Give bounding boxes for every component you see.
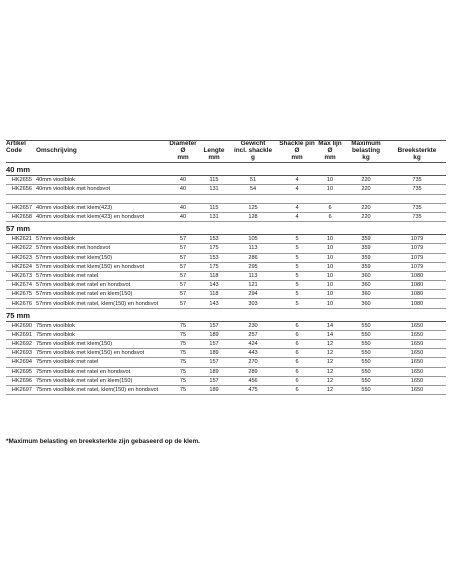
cell-code: HK2658: [6, 212, 36, 221]
cell-weight: 475: [228, 385, 278, 394]
cell-breaking-strength: 1650: [388, 321, 446, 330]
unit-shackle: mm: [278, 154, 316, 163]
cell-description: 40mm vioolblok met klem(423) en hondsvot: [36, 212, 166, 221]
cell-breaking-strength: 735: [388, 203, 446, 212]
cell-max-load: 360: [344, 271, 388, 280]
cell-weight: 128: [228, 212, 278, 221]
table-row: [6, 203, 446, 212]
cell-length: 131: [200, 185, 228, 194]
cell-description: 75mm vioolblok: [36, 330, 166, 339]
cell-max-line: 12: [316, 367, 344, 376]
table-row: [6, 349, 446, 358]
cell-code: HK2696: [6, 376, 36, 385]
section-header: [6, 308, 446, 321]
cell-diameter: 75: [166, 349, 200, 358]
section-title: 57 mm: [6, 222, 446, 235]
cell-breaking-strength: 1080: [388, 299, 446, 308]
cell-breaking-strength: 735: [388, 185, 446, 194]
cell-code: HK2690: [6, 321, 36, 330]
header-max-load: Maximum belasting: [351, 141, 381, 154]
header-code: Artikel Code: [6, 141, 26, 154]
cell-weight: 270: [228, 358, 278, 367]
cell-weight: 303: [228, 299, 278, 308]
cell-shackle-pin: 6: [278, 349, 316, 358]
cell-weight: 295: [228, 262, 278, 271]
cell-shackle-pin: 4: [278, 176, 316, 185]
cell-max-line: 12: [316, 376, 344, 385]
cell-breaking-strength: 1650: [388, 358, 446, 367]
cell-weight: 105: [228, 235, 278, 244]
cell-description: 57mm vioolblok met ratel en klem(150): [36, 290, 166, 299]
header-breaking-strength: Breeksterkte: [397, 146, 437, 154]
table-row: [6, 212, 446, 221]
cell-code: HK2676: [6, 299, 36, 308]
cell-max-line: 10: [316, 271, 344, 280]
cell-weight: 289: [228, 367, 278, 376]
cell-max-line: 10: [316, 290, 344, 299]
cell-breaking-strength: 1079: [388, 262, 446, 271]
cell-diameter: 57: [166, 262, 200, 271]
cell-shackle-pin: 6: [278, 358, 316, 367]
cell-description: [36, 194, 166, 203]
cell-shackle-pin: 5: [278, 244, 316, 253]
cell-length: 157: [200, 340, 228, 349]
cell-weight: 51: [228, 176, 278, 185]
cell-breaking-strength: 1079: [388, 244, 446, 253]
cell-length: 153: [200, 235, 228, 244]
cell-code: HK2623: [6, 253, 36, 262]
cell-max-line: 10: [316, 299, 344, 308]
unit-max-line: mm: [316, 154, 344, 163]
cell-shackle-pin: 6: [278, 321, 316, 330]
cell-description: 75mm vioolblok met ratel, klem(150) en hondsvot: [36, 385, 166, 394]
table-row: [6, 185, 446, 194]
cell-diameter: 57: [166, 299, 200, 308]
cell-length: 118: [200, 271, 228, 280]
cell-weight: 257: [228, 330, 278, 339]
cell-code: HK2694: [6, 358, 36, 367]
cell-max-load: 359: [344, 253, 388, 262]
cell-max-load: 220: [344, 203, 388, 212]
cell-max-load: 550: [344, 367, 388, 376]
table-row: [6, 321, 446, 330]
cell-breaking-strength: 1650: [388, 340, 446, 349]
cell-max-line: 6: [316, 212, 344, 221]
cell-diameter: 75: [166, 330, 200, 339]
table-row: [6, 235, 446, 244]
cell-shackle-pin: 6: [278, 330, 316, 339]
cell-description: 75mm vioolblok met klem(150) en hondsvot: [36, 349, 166, 358]
cell-diameter: 57: [166, 235, 200, 244]
cell-max-line: 10: [316, 262, 344, 271]
cell-breaking-strength: 1080: [388, 290, 446, 299]
table-row: [6, 340, 446, 349]
table-row: [6, 385, 446, 394]
cell-max-load: 360: [344, 290, 388, 299]
table-row: [6, 253, 446, 262]
cell-shackle-pin: 4: [278, 212, 316, 221]
cell-length: 131: [200, 212, 228, 221]
cell-weight: [228, 194, 278, 203]
cell-shackle-pin: 5: [278, 271, 316, 280]
cell-description: 57mm vioolblok: [36, 235, 166, 244]
cell-shackle-pin: 4: [278, 185, 316, 194]
header-description: Omschrijving: [36, 146, 77, 154]
cell-max-load: 360: [344, 299, 388, 308]
cell-length: 153: [200, 253, 228, 262]
cell-length: 189: [200, 367, 228, 376]
section-title: 75 mm: [6, 308, 446, 321]
cell-breaking-strength: 735: [388, 176, 446, 185]
cell-breaking-strength: 1650: [388, 330, 446, 339]
cell-code: HK2693: [6, 349, 36, 358]
cell-breaking-strength: 1079: [388, 235, 446, 244]
cell-max-load: 359: [344, 244, 388, 253]
cell-code: HK2657: [6, 203, 36, 212]
cell-diameter: 75: [166, 340, 200, 349]
cell-description: 57mm vioolblok met klem(150): [36, 253, 166, 262]
cell-weight: 443: [228, 349, 278, 358]
cell-diameter: 75: [166, 321, 200, 330]
cell-description: 57mm vioolblok met hondsvot: [36, 244, 166, 253]
cell-weight: 113: [228, 271, 278, 280]
cell-description: 75mm vioolblok met ratel en hondsvot: [36, 367, 166, 376]
cell-max-line: 12: [316, 385, 344, 394]
cell-diameter: 40: [166, 203, 200, 212]
cell-max-load: 220: [344, 176, 388, 185]
cell-length: 175: [200, 244, 228, 253]
cell-shackle-pin: 6: [278, 385, 316, 394]
cell-diameter: 57: [166, 244, 200, 253]
section-header: [6, 163, 446, 176]
cell-shackle-pin: 5: [278, 299, 316, 308]
cell-max-load: 550: [344, 330, 388, 339]
table-row: [6, 290, 446, 299]
cell-description: 75mm vioolblok: [36, 321, 166, 330]
unit-max-load: kg: [344, 154, 388, 163]
cell-diameter: 40: [166, 185, 200, 194]
cell-breaking-strength: 735: [388, 212, 446, 221]
cell-max-line: 10: [316, 281, 344, 290]
cell-max-load: 220: [344, 185, 388, 194]
cell-length: 115: [200, 203, 228, 212]
header-length: Lengte: [203, 146, 225, 154]
cell-code: HK2674: [6, 281, 36, 290]
cell-diameter: 75: [166, 385, 200, 394]
cell-max-load: [344, 194, 388, 203]
cell-diameter: 57: [166, 271, 200, 280]
cell-shackle-pin: [278, 194, 316, 203]
cell-length: [200, 194, 228, 203]
cell-max-line: 14: [316, 330, 344, 339]
cell-max-load: 359: [344, 262, 388, 271]
cell-breaking-strength: [388, 194, 446, 203]
cell-max-line: 10: [316, 253, 344, 262]
cell-max-line: 6: [316, 203, 344, 212]
cell-description: 75mm vioolblok met ratel: [36, 358, 166, 367]
cell-length: 157: [200, 321, 228, 330]
table-row: [6, 176, 446, 185]
cell-max-load: 550: [344, 349, 388, 358]
cell-max-load: 550: [344, 385, 388, 394]
cell-length: 115: [200, 176, 228, 185]
cell-code: HK2673: [6, 271, 36, 280]
cell-max-load: 550: [344, 358, 388, 367]
cell-weight: 230: [228, 321, 278, 330]
cell-length: 143: [200, 281, 228, 290]
cell-max-line: 12: [316, 340, 344, 349]
table-row: [6, 367, 446, 376]
table-body: [6, 163, 446, 395]
cell-weight: 54: [228, 185, 278, 194]
cell-description: 75mm vioolblok met klem(150): [36, 340, 166, 349]
cell-diameter: 75: [166, 376, 200, 385]
cell-length: 143: [200, 299, 228, 308]
cell-description: 57mm vioolblok met ratel: [36, 271, 166, 280]
cell-breaking-strength: 1650: [388, 376, 446, 385]
cell-max-load: 550: [344, 376, 388, 385]
section-header: [6, 222, 446, 235]
cell-weight: 286: [228, 253, 278, 262]
table-row: [6, 244, 446, 253]
table-row: [6, 262, 446, 271]
table-row: [6, 299, 446, 308]
cell-diameter: 57: [166, 281, 200, 290]
cell-shackle-pin: 6: [278, 340, 316, 349]
table-header: [6, 141, 446, 163]
cell-code: HK2697: [6, 385, 36, 394]
cell-max-line: 10: [316, 235, 344, 244]
unit-weight: g: [228, 154, 278, 163]
cell-description: 40mm vioolblok: [36, 176, 166, 185]
cell-code: HK2691: [6, 330, 36, 339]
cell-diameter: 75: [166, 367, 200, 376]
cell-diameter: 40: [166, 176, 200, 185]
cell-shackle-pin: 5: [278, 290, 316, 299]
cell-diameter: 75: [166, 358, 200, 367]
cell-code: HK2692: [6, 340, 36, 349]
cell-weight: 121: [228, 281, 278, 290]
cell-diameter: 40: [166, 212, 200, 221]
units-row: [6, 154, 446, 163]
cell-max-load: 359: [344, 235, 388, 244]
cell-shackle-pin: 5: [278, 281, 316, 290]
table-row: [6, 330, 446, 339]
unit-length: mm: [200, 154, 228, 163]
cell-breaking-strength: 1650: [388, 385, 446, 394]
cell-shackle-pin: 4: [278, 203, 316, 212]
cell-shackle-pin: 6: [278, 376, 316, 385]
cell-length: 189: [200, 330, 228, 339]
cell-max-load: 360: [344, 281, 388, 290]
table-row: [6, 281, 446, 290]
cell-breaking-strength: 1650: [388, 367, 446, 376]
cell-description: 75mm vioolblok met ratel en klem(150): [36, 376, 166, 385]
cell-weight: 456: [228, 376, 278, 385]
cell-description: 57mm vioolblok met klem(150) en hondsvot: [36, 262, 166, 271]
cell-max-line: 10: [316, 244, 344, 253]
cell-max-line: 12: [316, 349, 344, 358]
cell-shackle-pin: 6: [278, 367, 316, 376]
cell-max-line: 12: [316, 358, 344, 367]
cell-shackle-pin: 5: [278, 253, 316, 262]
footnote: *Maximum belasting en breeksterkte zijn gebaseerd op de klem.: [6, 438, 200, 445]
cell-length: 118: [200, 290, 228, 299]
cell-code: HK2622: [6, 244, 36, 253]
cell-code: HK2695: [6, 367, 36, 376]
spec-table: [6, 140, 446, 395]
cell-max-load: 550: [344, 340, 388, 349]
cell-description: 57mm vioolblok met ratel, klem(150) en hondsvot: [36, 299, 166, 308]
cell-max-load: 220: [344, 212, 388, 221]
cell-weight: 294: [228, 290, 278, 299]
table-row: [6, 376, 446, 385]
table-row: [6, 271, 446, 280]
header-diameter: Diameter Ø: [169, 141, 197, 154]
cell-max-line: 10: [316, 185, 344, 194]
cell-length: 157: [200, 376, 228, 385]
cell-code: HK2655: [6, 176, 36, 185]
cell-length: 189: [200, 385, 228, 394]
table-row: [6, 194, 446, 203]
cell-max-line: [316, 194, 344, 203]
cell-breaking-strength: 1079: [388, 253, 446, 262]
cell-description: 40mm vioolblok met hondsvot: [36, 185, 166, 194]
cell-code: [6, 194, 36, 203]
unit-diameter: mm: [166, 154, 200, 163]
cell-breaking-strength: 1080: [388, 281, 446, 290]
cell-code: HK2675: [6, 290, 36, 299]
cell-diameter: [166, 194, 200, 203]
cell-weight: 125: [228, 203, 278, 212]
section-title: 40 mm: [6, 163, 446, 176]
cell-description: 40mm vioolblok met klem(423): [36, 203, 166, 212]
cell-code: HK2656: [6, 185, 36, 194]
cell-breaking-strength: 1080: [388, 271, 446, 280]
cell-shackle-pin: 5: [278, 262, 316, 271]
cell-max-line: 14: [316, 321, 344, 330]
header-weight: Gewicht incl. shackle: [233, 141, 272, 154]
cell-length: 157: [200, 358, 228, 367]
cell-weight: 424: [228, 340, 278, 349]
header-shackle-pin: Shackle pin Ø: [279, 141, 315, 154]
cell-description: 57mm vioolblok met ratel en hondsvot: [36, 281, 166, 290]
spec-sheet: [6, 140, 446, 395]
cell-code: HK2624: [6, 262, 36, 271]
cell-shackle-pin: 5: [278, 235, 316, 244]
cell-diameter: 57: [166, 290, 200, 299]
cell-length: 189: [200, 349, 228, 358]
cell-length: 175: [200, 262, 228, 271]
cell-weight: 113: [228, 244, 278, 253]
table-row: [6, 358, 446, 367]
cell-diameter: 57: [166, 253, 200, 262]
cell-max-load: 550: [344, 321, 388, 330]
cell-code: HK2621: [6, 235, 36, 244]
cell-breaking-strength: 1650: [388, 349, 446, 358]
cell-max-line: 10: [316, 176, 344, 185]
header-max-line: Max lijn Ø: [318, 141, 342, 154]
unit-breaking: kg: [388, 154, 446, 163]
